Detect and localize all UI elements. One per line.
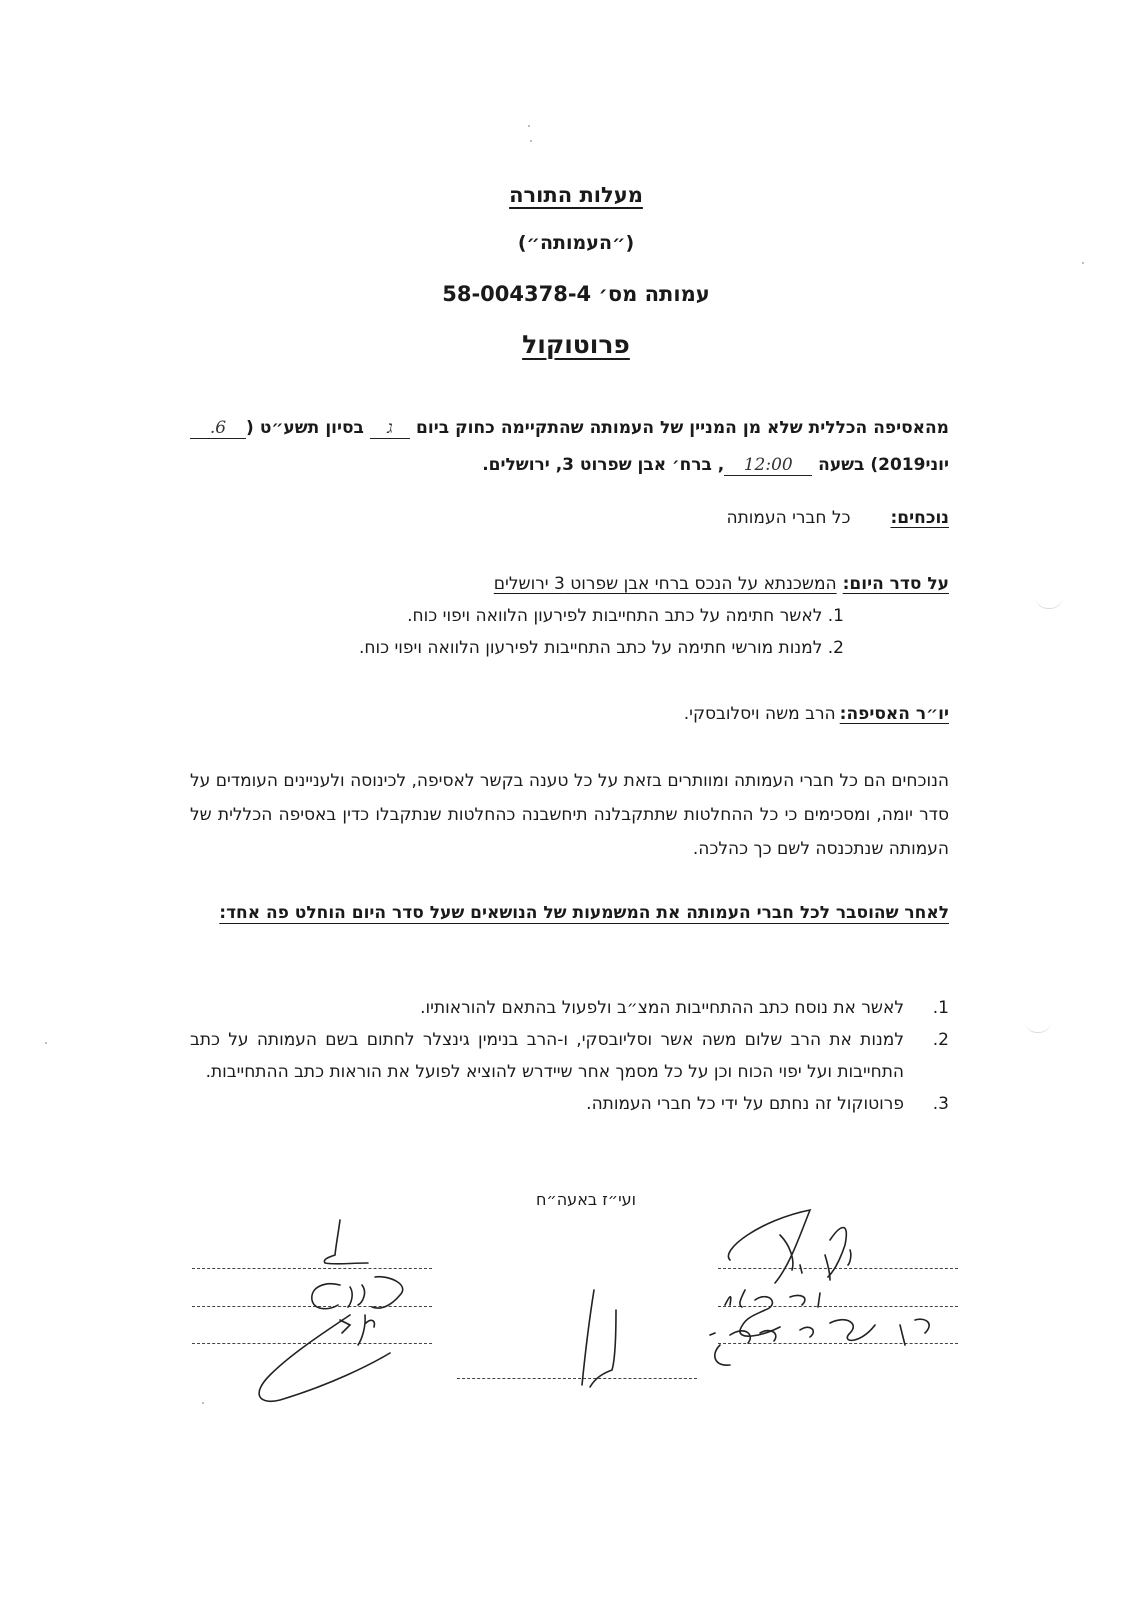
signature-center: [560, 1285, 640, 1395]
agenda-value: המשכנתא על הנכס ברחי אבן שפרוט 3 ירושלים: [493, 574, 837, 594]
present-label: נוכחים:: [890, 508, 949, 528]
chair-row: [684, 704, 949, 724]
resolution-text: לאשר את נוסח כתב ההתחייבות המצ״ב ולפעול בהתאם להוראותיו.: [420, 998, 904, 1018]
resolution-number: 2.: [932, 1030, 949, 1050]
handwritten-date: 6.: [190, 418, 246, 439]
org-alias: (״העמותה״): [517, 232, 635, 254]
resolutions-list: [190, 992, 949, 1120]
closing-text: ועי״ז באעה״ח: [535, 1190, 637, 1209]
chair-value: הרב משה ויסלובסקי.: [683, 704, 836, 724]
resolved-heading: לאחר שהוסבר לכל חברי העמותה את המשמעות של הנושאים שעל סדר היום הוחלט פה אחד:: [219, 903, 949, 923]
agenda-label: על סדר היום:: [842, 574, 949, 594]
intro-text: יוני2019) בשעה: [812, 455, 949, 475]
agenda-item: 1. לאשר חתימה על כתב התחייבות לפירעון הלוואה ויפוי כוח.: [407, 606, 844, 626]
present-row: [727, 508, 950, 528]
resolution-item: [190, 1024, 949, 1088]
scan-artifact: [45, 1042, 47, 1044]
scan-artifact: [1035, 596, 1063, 609]
body-paragraph: הנוכחים הם כל חברי העמותה ומוותרים בזאת על כל טענה בקשר לאסיפה, לכינוסה ולעניינים העומדים על סדר יומה, ומסכימים כי כל ההחלטות שתתקבלנה תיחשבנה כהחלטות שנתקבלו כדין באסיפה הכללית של העמותה שנתכנסה לשם כך כהלכה.: [190, 771, 949, 859]
scan-artifact: [528, 125, 530, 127]
intro-paragraph: [190, 410, 949, 484]
org-number: עמותה מס׳ 58-004378-4: [442, 282, 710, 306]
org-name: מעלות התורה: [509, 183, 643, 207]
signature-left: [190, 1215, 440, 1415]
intro-text: , ברח׳ אבן שפרוט 3, ירושלים.: [482, 455, 725, 475]
agenda-item: 2. למנות מורשי חתימה על כתב התחייבות לפירעון הלוואה ויפוי כוח.: [358, 638, 844, 658]
intro-text: מהאסיפה הכללית שלא מן המניין של העמותה שהתקיימה כחוק ביום: [409, 418, 949, 438]
scan-artifact: [530, 140, 532, 142]
resolution-text: פרוטוקול זה נחתם על ידי כל חברי העמותה.: [586, 1094, 904, 1114]
resolution-number: 1.: [932, 998, 949, 1018]
intro-text: בסיון תשע״ט (: [246, 418, 370, 438]
resolution-number: 3.: [932, 1094, 949, 1114]
scan-artifact: [202, 1402, 204, 1404]
resolution-text: למנות את הרב שלום משה אשר וסליובסקי, ו-הרב בנימין גינצלר לחתום בשם העמותה על כתב התחייבות ועל יפוי הכוח וכן על כל מסמך אחר שיידרש להוציא לפועל את הוראות כתב ההתחייבות.: [190, 1030, 904, 1082]
chair-label: יו״ר האסיפה:: [839, 704, 949, 724]
scan-artifact: [1082, 262, 1084, 264]
agenda-row: [494, 574, 949, 594]
handwritten-day: ג: [370, 418, 410, 439]
present-value: כל חברי העמותה: [726, 508, 851, 528]
resolution-item: [190, 992, 949, 1024]
protocol-title: פרוטוקול: [522, 330, 630, 359]
resolution-item: [190, 1088, 949, 1120]
handwritten-hour: 12:00: [724, 455, 812, 476]
signature-right: [700, 1205, 960, 1375]
scan-artifact: [1025, 1018, 1051, 1033]
